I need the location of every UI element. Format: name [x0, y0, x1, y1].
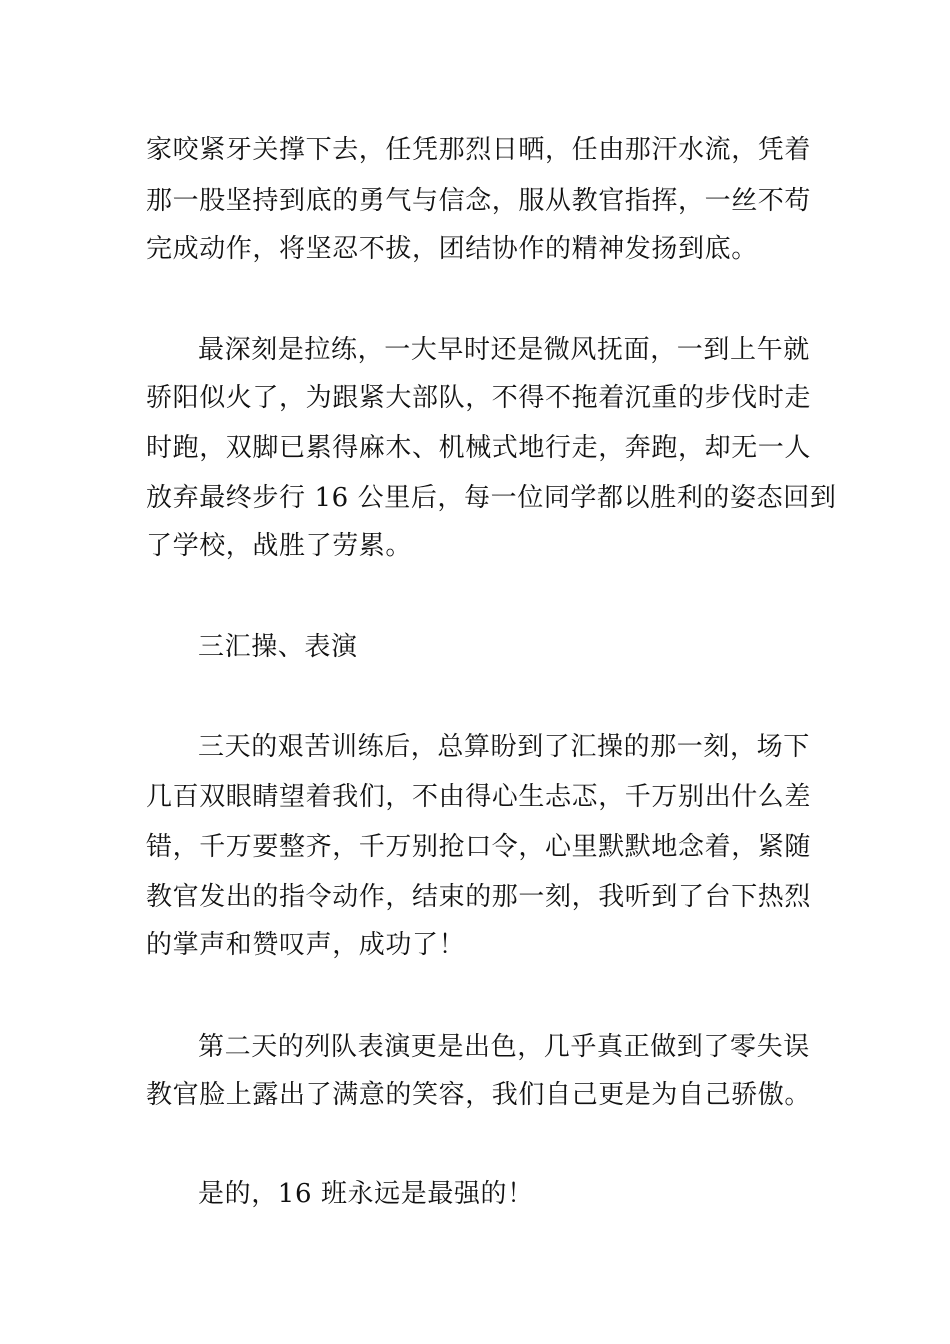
paragraph-1-line-1: 家咬紧牙关撑下去，任凭那烈日晒，任由那汗水流，凭着: [146, 135, 812, 165]
paragraph-1-line-3: 完成动作，将坚忍不拔，团结协作的精神发扬到底。: [146, 234, 758, 264]
paragraph-3-line-3: 错，千万要整齐，千万别抢口令，心里默默地念着，紧随: [146, 832, 812, 862]
paragraph-3-line-5: 的掌声和赞叹声，成功了！: [146, 930, 466, 960]
paragraph-3-line-2: 几百双眼睛望着我们，不由得心生忐忑，千万别出什么差: [146, 782, 812, 812]
paragraph-1-line-2: 那一股坚持到底的勇气与信念，服从教官指挥，一丝不苟: [146, 186, 812, 216]
paragraph-3-line-1: 三天的艰苦训练后，总算盼到了汇操的那一刻，场下: [198, 732, 810, 762]
paragraph-2-line-2: 骄阳似火了，为跟紧大部队，不得不拖着沉重的步伐时走: [146, 383, 812, 413]
closing-line: 是的，16 班永远是最强的！: [198, 1179, 534, 1209]
paragraph-2-line-4: 放弃最终步行 16 公里后，每一位同学都以胜利的姿态回到: [146, 483, 837, 513]
paragraph-4-line-1: 第二天的列队表演更是出色，几乎真正做到了零失误: [198, 1032, 810, 1062]
paragraph-2-line-5: 了学校，战胜了劳累。: [146, 531, 413, 561]
paragraph-2-line-3: 时跑，双脚已累得麻木、机械式地行走，奔跑，却无一人: [146, 433, 812, 463]
paragraph-2-line-1: 最深刻是拉练，一大早时还是微风抚面，一到上午就: [198, 335, 810, 365]
paragraph-4-line-2: 教官脸上露出了满意的笑容，我们自己更是为自己骄傲。: [146, 1080, 812, 1110]
paragraph-3-line-4: 教官发出的指令动作，结束的那一刻，我听到了台下热烈: [146, 882, 812, 912]
section-heading: 三汇操、表演: [198, 632, 358, 662]
